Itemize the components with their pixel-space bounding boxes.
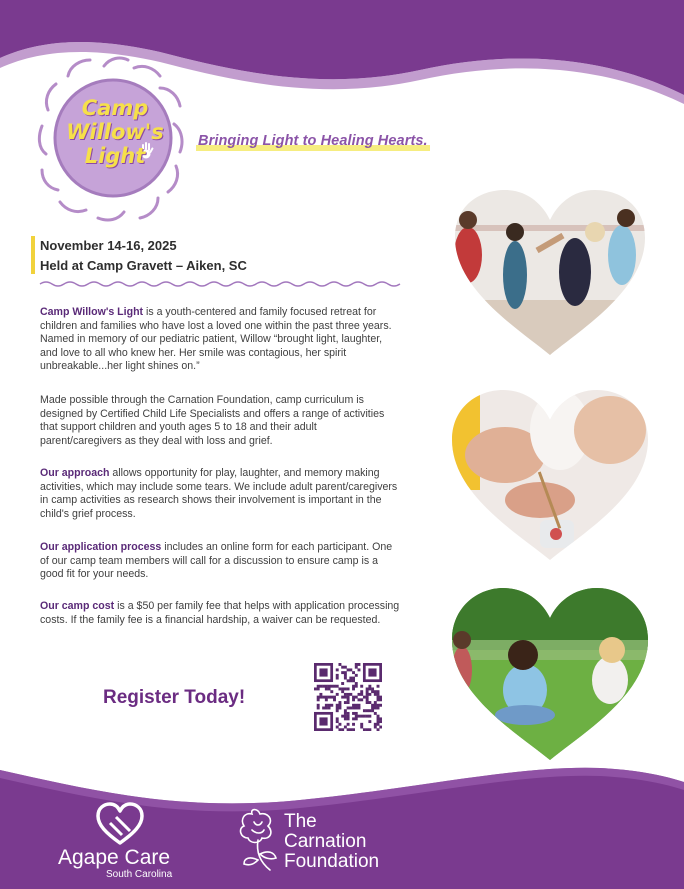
carnation-line-3: Foundation bbox=[284, 851, 380, 872]
event-location: Held at Camp Gravett – Aiken, SC bbox=[40, 258, 247, 273]
paragraph-cost bbox=[40, 600, 400, 627]
logo-line-1: Camp bbox=[81, 96, 149, 120]
intro-body: is a youth-centered and family focused retreat for children and families who have lost a loved one within the past three years. Named in memory of our pediatric patient, Willow “brought light, laughter, and love to all who knew her. Her smile was contagious, her spirit unbreakable...her light shines on.” bbox=[40, 306, 392, 373]
date-accent-bar bbox=[31, 236, 35, 274]
application-lead: Our application process bbox=[40, 541, 162, 553]
camp-logo bbox=[55, 96, 175, 168]
logo-line-2: Willow's bbox=[66, 120, 164, 144]
approach-body: allows opportunity for play, laughter, and memory making activities, which may include some tears. We include adult parent/caregivers in camp activities as research shows their involvement is important in the child's grief process. bbox=[40, 467, 398, 520]
carnation-line-2: Carnation bbox=[284, 831, 367, 852]
heart-photo-dancing bbox=[440, 180, 660, 370]
paragraph-intro bbox=[40, 306, 400, 374]
cost-body: is a $50 per family fee that helps with application processing costs. If the family fee is a financial hardship, a waiver can be requested. bbox=[40, 600, 400, 626]
logo-line-3: Light bbox=[84, 144, 146, 168]
heart-photo-crafting bbox=[440, 380, 660, 570]
agape-care-subtitle: South Carolina bbox=[106, 869, 173, 880]
approach-lead: Our approach bbox=[40, 467, 110, 479]
paragraph-foundation bbox=[40, 394, 400, 448]
event-date: November 14-16, 2025 bbox=[40, 238, 177, 253]
qr-code-icon[interactable] bbox=[314, 663, 382, 731]
application-body: includes an online form for each participant. One of our camp team members will call for a discussion to ensure camp is a good fit for your needs. bbox=[40, 541, 393, 581]
register-today-heading: Register Today! bbox=[103, 687, 246, 708]
agape-care-name: Agape Care bbox=[58, 846, 171, 869]
foundation-body: Made possible through the Carnation Foundation, camp curriculum is designed by Certified Child Life Specialists and offers a range of activities that support children and youth ages 5 to 18 and their adult parent/caregivers as they deal with loss and grief. bbox=[40, 394, 385, 447]
wavy-divider bbox=[40, 282, 400, 286]
intro-lead: Camp Willow's Light bbox=[40, 306, 144, 318]
cost-lead: Our camp cost bbox=[40, 600, 115, 612]
carnation-line-1: The bbox=[284, 811, 317, 832]
tagline: Bringing Light to Healing Hearts. bbox=[198, 133, 428, 149]
paragraph-approach bbox=[40, 467, 400, 521]
paragraph-application bbox=[40, 541, 400, 582]
heart-photo-grass bbox=[440, 580, 660, 770]
